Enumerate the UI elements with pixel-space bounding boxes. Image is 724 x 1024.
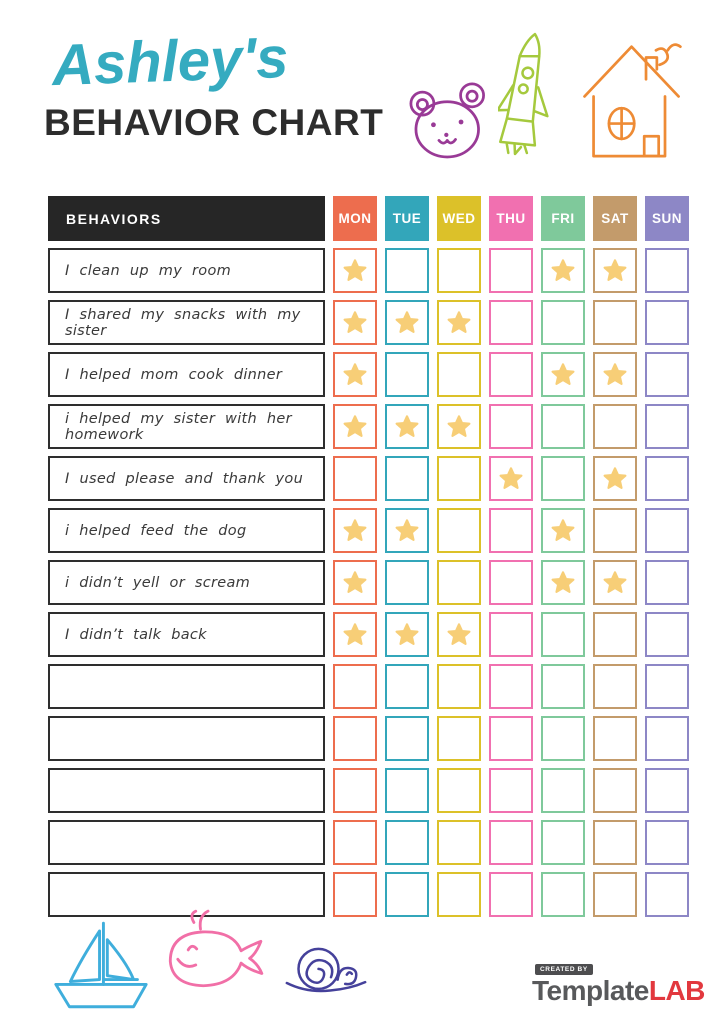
star-cell[interactable]	[593, 456, 637, 501]
behavior-cell[interactable]: i didn’t yell or scream	[48, 560, 325, 605]
page-subtitle: BEHAVIOR CHART	[44, 102, 384, 143]
star-cell[interactable]	[437, 612, 481, 657]
sailboat-icon	[50, 918, 152, 1011]
star-cell[interactable]	[541, 716, 585, 761]
star-cell[interactable]	[333, 612, 377, 657]
rocket-icon	[498, 30, 580, 178]
star-icon	[602, 258, 628, 284]
star-cell[interactable]	[489, 248, 533, 293]
star-cell[interactable]	[593, 768, 637, 813]
whale-icon	[158, 906, 276, 1006]
star-cell[interactable]	[489, 352, 533, 397]
star-icon	[550, 258, 576, 284]
star-cell[interactable]	[645, 872, 689, 917]
star-icon	[446, 622, 472, 648]
star-cell[interactable]	[437, 768, 481, 813]
star-cell[interactable]	[437, 820, 481, 865]
day-header-cell-mon: MON	[333, 196, 377, 241]
star-cell[interactable]	[489, 664, 533, 709]
star-icon	[394, 518, 420, 544]
star-cell[interactable]	[437, 664, 481, 709]
star-cell[interactable]	[541, 456, 585, 501]
star-cell[interactable]	[645, 820, 689, 865]
star-cell[interactable]	[645, 352, 689, 397]
star-icon	[602, 570, 628, 596]
star-cell[interactable]	[593, 820, 637, 865]
star-cell[interactable]	[593, 404, 637, 449]
behaviors-header-cell: BEHAVIORS	[48, 196, 325, 241]
star-cell[interactable]	[489, 820, 533, 865]
star-cell[interactable]	[333, 508, 377, 553]
star-cell[interactable]	[489, 508, 533, 553]
star-icon	[342, 362, 368, 388]
star-cell[interactable]	[541, 352, 585, 397]
star-cell[interactable]	[385, 300, 429, 345]
star-cell[interactable]	[541, 768, 585, 813]
star-cell[interactable]	[437, 456, 481, 501]
star-cell[interactable]	[385, 612, 429, 657]
star-cell[interactable]	[489, 768, 533, 813]
day-header-cell-fri: FRI	[541, 196, 585, 241]
star-icon	[550, 570, 576, 596]
day-header-cell-thu: THU	[489, 196, 533, 241]
star-cell[interactable]	[489, 872, 533, 917]
star-cell[interactable]	[385, 456, 429, 501]
star-cell[interactable]	[645, 560, 689, 605]
star-cell[interactable]	[593, 716, 637, 761]
star-cell[interactable]	[333, 664, 377, 709]
behavior-cell[interactable]: I helped mom cook dinner	[48, 352, 325, 397]
star-cell[interactable]	[437, 560, 481, 605]
star-cell[interactable]	[437, 716, 481, 761]
star-icon	[342, 570, 368, 596]
star-icon	[394, 622, 420, 648]
star-cell[interactable]	[645, 508, 689, 553]
star-cell[interactable]	[385, 508, 429, 553]
day-header-cell-sat: SAT	[593, 196, 637, 241]
brand-primary: Template	[532, 975, 649, 1006]
star-cell[interactable]	[541, 560, 585, 605]
behavior-cell[interactable]: i helped feed the dog	[48, 508, 325, 553]
star-cell[interactable]	[385, 664, 429, 709]
star-cell[interactable]	[489, 560, 533, 605]
star-cell[interactable]	[333, 404, 377, 449]
behavior-cell[interactable]: I shared my snacks with my sister	[48, 300, 325, 345]
page-title: Ashley's	[50, 24, 290, 99]
day-header-cell-sun: SUN	[645, 196, 689, 241]
star-cell[interactable]	[541, 248, 585, 293]
star-cell[interactable]	[385, 404, 429, 449]
day-header-cell-wed: WED	[437, 196, 481, 241]
day-header-cell-tue: TUE	[385, 196, 429, 241]
star-cell[interactable]	[385, 352, 429, 397]
star-cell[interactable]	[489, 612, 533, 657]
star-cell[interactable]	[593, 300, 637, 345]
brand-name	[532, 977, 705, 1005]
star-cell[interactable]	[385, 820, 429, 865]
created-by-badge: CREATED BY	[535, 964, 593, 975]
star-cell[interactable]	[437, 404, 481, 449]
star-cell[interactable]	[333, 872, 377, 917]
star-cell[interactable]	[593, 560, 637, 605]
star-cell[interactable]	[541, 612, 585, 657]
star-cell[interactable]	[437, 300, 481, 345]
star-cell[interactable]	[333, 768, 377, 813]
star-cell[interactable]	[541, 872, 585, 917]
star-cell[interactable]	[489, 716, 533, 761]
star-cell[interactable]	[541, 300, 585, 345]
star-cell[interactable]	[541, 404, 585, 449]
star-icon	[602, 466, 628, 492]
snail-icon	[280, 938, 372, 998]
star-cell[interactable]	[333, 300, 377, 345]
star-icon	[446, 310, 472, 336]
behavior-cell[interactable]: i helped my sister with her homework	[48, 404, 325, 449]
bear-icon	[404, 80, 496, 164]
behavior-cell[interactable]: I didn’t talk back	[48, 612, 325, 657]
star-icon	[342, 310, 368, 336]
behavior-cell[interactable]	[48, 820, 325, 865]
star-cell[interactable]	[333, 248, 377, 293]
star-cell[interactable]	[541, 508, 585, 553]
star-icon	[394, 310, 420, 336]
star-cell[interactable]	[385, 248, 429, 293]
brand-accent: LAB	[648, 975, 705, 1006]
star-cell[interactable]	[593, 508, 637, 553]
star-icon	[550, 362, 576, 388]
star-cell[interactable]	[645, 768, 689, 813]
star-cell[interactable]	[437, 352, 481, 397]
behavior-chart-table	[48, 196, 689, 917]
star-cell[interactable]	[489, 404, 533, 449]
behavior-cell[interactable]	[48, 664, 325, 709]
star-cell[interactable]	[385, 768, 429, 813]
star-cell[interactable]	[645, 612, 689, 657]
star-icon	[394, 414, 420, 440]
star-icon	[550, 518, 576, 544]
star-cell[interactable]	[489, 456, 533, 501]
behavior-cell[interactable]	[48, 716, 325, 761]
star-cell[interactable]	[385, 560, 429, 605]
house-icon	[580, 34, 684, 167]
star-cell[interactable]	[645, 664, 689, 709]
star-cell[interactable]	[593, 352, 637, 397]
star-cell[interactable]	[645, 404, 689, 449]
behavior-cell[interactable]: I used please and thank you	[48, 456, 325, 501]
star-cell[interactable]	[333, 352, 377, 397]
star-cell[interactable]	[437, 248, 481, 293]
star-icon	[498, 466, 524, 492]
star-cell[interactable]	[541, 820, 585, 865]
star-cell[interactable]	[489, 300, 533, 345]
star-cell[interactable]	[437, 508, 481, 553]
star-cell[interactable]	[385, 872, 429, 917]
star-cell[interactable]	[593, 248, 637, 293]
star-cell[interactable]	[333, 560, 377, 605]
star-icon	[342, 622, 368, 648]
star-icon	[446, 414, 472, 440]
star-cell[interactable]	[645, 456, 689, 501]
star-cell[interactable]	[645, 300, 689, 345]
star-icon	[602, 362, 628, 388]
star-icon	[342, 258, 368, 284]
star-cell[interactable]	[645, 248, 689, 293]
logo	[532, 958, 705, 1005]
star-cell[interactable]	[593, 612, 637, 657]
star-cell[interactable]	[541, 664, 585, 709]
star-icon	[342, 518, 368, 544]
star-cell[interactable]	[333, 456, 377, 501]
star-icon	[342, 414, 368, 440]
star-cell[interactable]	[645, 716, 689, 761]
star-cell[interactable]	[385, 716, 429, 761]
star-cell[interactable]	[437, 872, 481, 917]
star-cell[interactable]	[593, 664, 637, 709]
star-cell[interactable]	[333, 716, 377, 761]
behavior-cell[interactable]	[48, 768, 325, 813]
behavior-cell[interactable]: I clean up my room	[48, 248, 325, 293]
star-cell[interactable]	[333, 820, 377, 865]
star-cell[interactable]	[593, 872, 637, 917]
